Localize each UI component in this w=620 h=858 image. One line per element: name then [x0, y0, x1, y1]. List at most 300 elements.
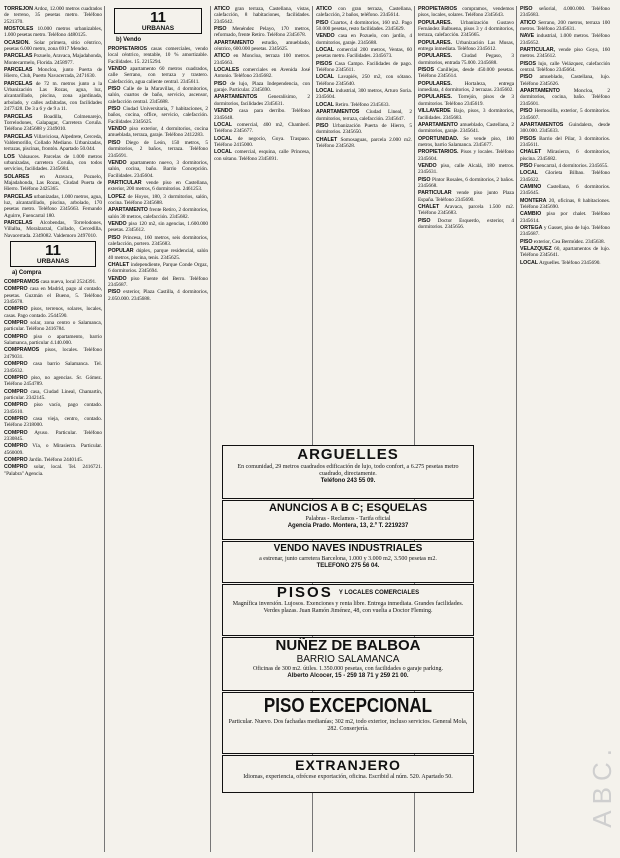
- classified-ad: [316, 33, 412, 46]
- ad-lead: PARTICULAR: [418, 190, 452, 197]
- ad-body: Urbanización Gustavo Fernández Balbuena, pisos 3 y 4 dormitorios, terraza, calefacción. 2345665.: [418, 19, 514, 39]
- box-text: a estrenar, junto carretera Barcelona, 1.000 y 3.000 m2, 3.500 pesetas m2.: [259, 556, 437, 562]
- classified-ad: [214, 136, 310, 149]
- classified-ad: [214, 122, 310, 135]
- classified-ad: [520, 184, 610, 197]
- classified-ad: [520, 163, 610, 169]
- ad-lead: PROPIETARIOS: [108, 46, 148, 52]
- ad-lead: PISO: [520, 108, 533, 115]
- column-rule: [104, 6, 105, 852]
- classified-column-6: [520, 6, 610, 852]
- ad-lead: LOCAL: [214, 149, 232, 156]
- ad-lead: PISO: [108, 106, 121, 113]
- ad-lead: APARTAMENTOS: [316, 109, 360, 116]
- ad-lead: PARCELAS: [4, 113, 33, 120]
- ad-lead: CHALET: [108, 262, 130, 268]
- classified-ad: [316, 109, 412, 122]
- ad-lead: OPORTUNIDAD.: [418, 135, 459, 142]
- classified-ad: [520, 260, 610, 266]
- ad-body: compramos, vendemos pisos, locales, solares. Teléfono 2345643.: [418, 6, 514, 19]
- ad-body: Generalísimo, 2 dormitorios, facilidades 2345631.: [214, 94, 310, 107]
- ad-body: Jardín. Teléfono 2440145.: [28, 456, 84, 463]
- box-agency: Agencia Prado. Montera, 13, 2.º T. 2219237: [287, 523, 409, 529]
- ad-lead: PISO: [520, 74, 533, 81]
- classified-ad: [108, 276, 208, 289]
- ad-lead: TORREJON: [4, 6, 33, 12]
- classified-ad: [520, 136, 610, 149]
- ad-body: y Gasset, piso de lujo. Teléfono 2345687.: [520, 225, 610, 238]
- box-title: NUÑEZ DE BALBOA: [275, 637, 421, 654]
- ad-lead: APARTAMENTO: [520, 88, 560, 95]
- ad-body: casa en Pozuelo, con jardín, 4 dormitorios, garaje. 2345688.: [316, 33, 412, 46]
- classified-ad: [418, 136, 514, 149]
- classified-ad: [108, 221, 208, 234]
- classified-ad: [418, 177, 514, 190]
- ad-lead: LOCAL: [316, 74, 334, 81]
- box-text: Palabras - Reclamos - Tarifa oficial: [305, 516, 391, 522]
- classified-ad: [4, 286, 102, 305]
- ad-lead: CHALET: [418, 203, 440, 210]
- subsection-title: a) Compra: [12, 270, 42, 277]
- box-subtitle: BARRIO SALAMANCA: [296, 654, 400, 665]
- ad-lead: PISOS: [520, 60, 536, 67]
- box-title: VENDO NAVES INDUSTRIALES: [273, 543, 423, 554]
- classified-ad: [108, 235, 208, 248]
- ad-lead: CHALET: [520, 149, 542, 156]
- ad-lead: PISO: [108, 86, 121, 93]
- ad-lead: PISO: [316, 19, 329, 26]
- classified-ad: [418, 190, 514, 203]
- classified-ad: [108, 46, 208, 65]
- ad-lead: VELAZQUEZ: [520, 246, 552, 253]
- ad-body: comercial 200 metros, Ventas, 60 pesetas metro. Facilidades. 2345673.: [316, 47, 412, 60]
- ad-lead: ATICO: [520, 19, 536, 26]
- ad-body: vende piso Goya, 160 metros. 2345612.: [520, 47, 610, 60]
- classified-ad: [108, 140, 208, 159]
- ad-lead: SOLARES: [4, 173, 30, 180]
- ad-lead: COMPRO: [4, 402, 28, 409]
- ad-body: Glorieta Bilbao. Teléfono 2345622.: [520, 170, 610, 183]
- ad-lead: APARTAMENTOS: [520, 121, 564, 128]
- ad-box-naves: [222, 541, 474, 583]
- ad-body: piso exterior, 4 dormitorios, cocina amueblada, terraza, garaje. Teléfono 2412283.: [108, 126, 208, 139]
- classified-ad: [316, 123, 412, 136]
- ad-body: casa nueva, local 2524391.: [40, 279, 97, 286]
- box-subtitle: Y LOCALES COMERCIALES: [338, 590, 420, 597]
- ad-body: casa barrio Salamanca. Tel. 2345632.: [4, 361, 102, 374]
- ad-lead: VENDO: [108, 159, 127, 166]
- box-text: Oficinas de 300 m2. útiles. 1.350.000 pesetas, con facilidades o garaje parking.: [252, 666, 444, 672]
- ad-lead: PISOS: [520, 135, 536, 142]
- ad-body: 20, oficinas, 8 habitaciones. Teléfono 2345690.: [520, 197, 610, 210]
- ad-lead: VENDO: [108, 275, 127, 282]
- section-label: URBANAS: [36, 258, 70, 266]
- classified-ad: [520, 61, 610, 74]
- classified-ad: [4, 134, 102, 153]
- classified-ad: [4, 279, 102, 285]
- box-phone: TELEFONO 275 56 04.: [316, 563, 380, 569]
- ad-lead: PISO: [520, 162, 533, 169]
- ad-body: de Hoyos, 180, 3 dormitorios, salón, cocina. Teléfono 2345688.: [108, 193, 208, 206]
- classified-ad: [108, 180, 208, 193]
- classified-ad: [4, 174, 102, 193]
- ad-lead: APARTAMENTO: [108, 207, 148, 214]
- classified-ad: [214, 6, 310, 25]
- ad-lead: PARCELAS: [4, 53, 33, 60]
- ad-lead: POPULARES.: [418, 94, 452, 101]
- classified-ad: [316, 88, 412, 101]
- classified-ad: [108, 248, 208, 261]
- classified-ad: [4, 81, 102, 113]
- ad-box-extranjero: [222, 755, 474, 793]
- ad-lead: LOCAL: [214, 121, 232, 128]
- classified-ad: [4, 416, 102, 429]
- ad-body: Pozuelo, Aravaca, Majadahonda, Montecarmelo, Florida. 2458977.: [4, 53, 102, 66]
- ad-lead: COMPRAMOS: [4, 279, 40, 286]
- classified-ad: [4, 67, 102, 80]
- classified-ad: [418, 122, 514, 135]
- ad-body: Bajo, pisos, 3 dormitorios, facilidades. 2345683.: [418, 108, 514, 121]
- ad-body: piso, no agencias. Sr. Gómez. Teléfono 2454789.: [4, 374, 102, 388]
- classified-ad: [418, 149, 514, 162]
- ad-lead: COMPRO: [4, 333, 28, 340]
- ad-body: Canillejas, desde 450.000 pesetas. Teléfono 2345614.: [418, 67, 514, 80]
- ad-lead: VENDO: [316, 33, 335, 40]
- ad-lead: LOCAL: [316, 47, 334, 54]
- box-title: ARGUELLES: [297, 446, 399, 463]
- ad-body: en Moncloa, terraza 100 metros. 2345663.: [214, 53, 310, 66]
- ad-lead: COMPRO: [4, 306, 28, 313]
- classified-ad: [214, 108, 310, 121]
- ad-box-arguelles: [222, 445, 474, 499]
- ad-body: vende piso junto Plaza España. Teléfono 2345690.: [418, 190, 514, 203]
- ad-body: lujo, calle Velázquez, calefacción central. Teléfono 2345664.: [520, 60, 610, 74]
- ad-lead: COMPRO: [4, 374, 28, 381]
- ad-body: industrial, 1.000 metros. Teléfono 2345652.: [520, 33, 610, 46]
- box-text: Idiomas, experiencia, ofrécese exportación, oficina. Escribid al núm. 520. Apartado 50.: [243, 774, 453, 780]
- classified-ad: [214, 53, 310, 66]
- ad-body: Lavapiés, 250 m2, con sótano. Teléfono 2345640.: [316, 74, 412, 87]
- ad-lead: NAVE: [520, 33, 535, 40]
- ad-body: comercial, esquina, calle Princesa, con sótano. Teléfono 2345691.: [214, 149, 310, 162]
- classified-ad: [214, 26, 310, 39]
- classified-ad: [418, 94, 514, 107]
- ad-body: Arguelles. Teléfono 2345690.: [538, 259, 601, 266]
- box-title: EXTRANJERO: [295, 757, 401, 773]
- ad-lead: LOCAL: [520, 170, 538, 177]
- classified-ad: [4, 430, 102, 443]
- classified-ad: [520, 88, 610, 107]
- classified-ad: [520, 74, 610, 87]
- ad-lead: PARTICULAR,: [520, 47, 555, 54]
- classified-ad: [316, 20, 412, 33]
- classified-ad: [520, 33, 610, 46]
- classified-ad: [4, 375, 102, 388]
- classified-column-2: [108, 6, 208, 852]
- ads-list: [316, 6, 412, 149]
- newspaper-watermark: ABC.: [587, 743, 617, 828]
- ad-lead: VENDO: [214, 108, 233, 115]
- section-number: 11: [45, 242, 61, 260]
- ad-lead: APARTAMENTOS: [214, 94, 258, 101]
- classified-ad: [316, 61, 412, 74]
- ad-lead: COMPRAMOS: [4, 347, 40, 354]
- ad-body: de 72 m. metros junto a la Urbanización Las Rozas, agua, luz, alcantarillado, piscina, zona ajardinada, arbolado, y calles asfaltadas, con facilidades 2477428. De 3 a 6 y de 9 a 11.: [4, 80, 102, 113]
- classified-ad: [108, 66, 208, 85]
- ad-lead: COMPRO: [4, 361, 28, 368]
- ad-body: urbanizadas, 1.000 metros, agua, luz, alcantarillado, piscina, arbolado, 170 pesetas metro. Teléfono 2345663. Fernando Aguirre, Fuencarral 180.: [4, 193, 102, 219]
- ad-box-nunez-balboa: [222, 637, 474, 691]
- ad-body: piso por chalet. Teléfono 2345614.: [520, 211, 610, 224]
- ad-lead: LOCAL: [316, 88, 334, 95]
- classified-ad: [4, 220, 102, 239]
- ad-box-esquelas: [222, 500, 474, 540]
- classified-ad: [4, 464, 102, 477]
- classified-ad: [316, 47, 412, 60]
- ad-lead: COMPRO: [4, 443, 28, 450]
- ad-lead: MONTERA: [520, 197, 547, 204]
- classified-ad: [418, 204, 514, 217]
- classified-ad: [520, 47, 610, 60]
- ad-body: comercial, 400 m2, Chamberí. Teléfono 2345677.: [214, 121, 310, 135]
- ad-lead: PROPIETARIOS: [418, 6, 458, 12]
- section-header: [114, 8, 202, 34]
- ad-body: piso vacío, pago contado. 2345610.: [4, 402, 102, 415]
- ad-body: 10.000 metros urbanizables, 1.000 pesetas metro. Teléfono 4480125.: [4, 26, 102, 39]
- ad-body: Moncloa, junto Puerta de Hierro, Club, Puerto Navacerrada, 2471630.: [4, 67, 102, 80]
- ad-body: solar, zona centro o Salamanca, particular. Teléfono 2416784.: [4, 320, 102, 333]
- ad-body: en Aravaca, Pozuelo, Majadahonda, Las Rozas, Ciudad Puerta de Hierro. Teléfono 2425365.: [4, 173, 102, 193]
- classified-ad: [108, 289, 208, 302]
- ad-body: Boadilla, Colmenarejo, Torrelodones, Galapagar, Carretera Coruña. Teléfono 2345688 y 2349010.: [4, 113, 102, 133]
- ad-body: Diego de León, 150 metros, 5 dormitorios, 2 baños, terraza. Teléfono 2345691.: [108, 139, 208, 159]
- ad-body: Valsauces. Parcelas de 1.000 metros urbanizadas, carretera Coruña, con todos servicios, facilidades. 2345684.: [4, 153, 102, 173]
- ad-body: vende piso en Castellana, exterior, 200 metros, 6 dormitorios. 2461253.: [108, 179, 208, 193]
- ad-lead: PISOS: [418, 67, 434, 74]
- ad-body: Cuartos, 4 dormitorios, 160 m2. Pago 50.000 pesetas, resto facilidades. 2345629.: [316, 19, 412, 33]
- classified-ad: [214, 94, 310, 107]
- box-phone: Teléfono 243 55 09.: [320, 478, 376, 484]
- box-text: Particular. Nuevo. Dos fachadas medianías; 302 m2, todo exterior, incluso servicios. General Mola, 282. Conserjería.: [228, 719, 468, 732]
- classified-ad: [4, 154, 102, 173]
- classified-ad: [316, 74, 412, 87]
- classified-ad: [418, 108, 514, 121]
- classified-ad: [4, 361, 102, 374]
- ad-body: frente Retiro, 2 dormitorios, salón 30 metros, calefacción. 2345682.: [108, 207, 208, 220]
- classified-ad: [316, 102, 412, 108]
- ad-body: solar, local. Tel. 2416721. "Palabra" Agencia.: [4, 464, 102, 477]
- ad-lead: PISO: [214, 26, 227, 33]
- classified-ad: [418, 53, 514, 66]
- classified-ad: [108, 262, 208, 275]
- box-title: ANUNCIOS A B C; ESQUELAS: [268, 502, 428, 514]
- ad-body: Solar primera, sitio céntrico, pesetas 6.000 metro, zona 6917 Mendez.: [4, 39, 102, 53]
- classified-ad: [418, 20, 514, 39]
- ad-lead: VENDO: [418, 162, 437, 169]
- ad-lead: POPULARES.: [418, 53, 452, 60]
- ad-lead: PISO: [520, 238, 533, 245]
- ad-lead: PISOS: [316, 60, 332, 67]
- ad-body: Calle de la Maravillas, 4 dormitorios, salón, cuartos de baño, servicio, ascensor, calefacción central. 2345688.: [108, 86, 208, 105]
- ad-lead: ATICO: [214, 53, 230, 60]
- ad-body: Urbanización Puerta de Hierro, 5 dormitorios. 2345650.: [316, 122, 412, 136]
- ad-body: piso Fuente del Berro. Teléfono 2345687.: [108, 275, 208, 289]
- classified-ad: [108, 126, 208, 139]
- classified-ad: [4, 334, 102, 347]
- classified-ad: [520, 170, 610, 183]
- classified-ad: [418, 81, 514, 94]
- ad-lead: PARCELAS: [4, 133, 33, 140]
- classified-ad: [520, 239, 610, 245]
- ad-lead: PARTICULAR: [108, 179, 142, 186]
- ad-box-piso-excepcional: [222, 692, 474, 754]
- ad-lead: PARCELAS: [4, 220, 33, 226]
- ad-body: Ayuso. Particular. Teléfono 2330845.: [4, 429, 102, 442]
- ad-body: Serrano, 200 metros, terraza 100 metros. Teléfono 2345631.: [520, 19, 610, 33]
- column-rule: [516, 6, 517, 852]
- ad-body: Doctor Esquerdo, exterior, 4 dormitorios. 2345656.: [418, 217, 514, 230]
- box-text: En comunidad, 29 metros cuadrados edificación de lujo, todo confort, a 6.275 pesetas metro cuadrado, directamente.: [237, 464, 459, 477]
- classified-ad: [520, 149, 610, 162]
- ad-body: Se vende piso, 180 metros, barrio Salamanca. 2345677.: [418, 135, 514, 148]
- column-rule: [210, 6, 211, 852]
- ad-lead: PISO: [316, 122, 329, 129]
- ad-lead: COMPRO: [4, 388, 28, 395]
- ad-lead: COMPRO: [4, 464, 28, 471]
- classified-ad: [418, 6, 514, 19]
- ad-body: Casa Campo. Facilidades de pago. Teléfono 2345611.: [316, 60, 412, 74]
- ad-lead: PISO: [418, 176, 431, 183]
- classified-ad: [520, 122, 610, 135]
- classified-column-4: [316, 6, 412, 446]
- classified-ad: [316, 137, 412, 150]
- ads-list: [418, 6, 514, 230]
- ads-list: [4, 6, 102, 239]
- ad-body: Ardoz, 12.000 metros cuadrados de terreno, 35 pesetas metro. Teléfono 2521370.: [4, 6, 102, 25]
- ad-body: Alcobendas, Torrelodones, Villalba, Moralzarzal, Collado, Cercedilla, Navacerrada. 2349082. Valdemoro 2497010.: [4, 220, 102, 239]
- ad-box-pisos: [222, 584, 474, 636]
- classified-ad: [108, 86, 208, 105]
- ad-lead: LOCALES: [214, 67, 239, 74]
- ad-lead: PISO: [418, 217, 431, 224]
- ad-lead: ATICO: [214, 6, 230, 12]
- ad-body: apartamento nuevo, 3 dormitorios, salón, cocina, baño. Barrio Concepción. Facilidades. 2345604.: [108, 159, 208, 179]
- classified-ad: [418, 40, 514, 53]
- ad-lead: LOCAL: [520, 259, 538, 266]
- classified-ad: [418, 218, 514, 231]
- ads-list: [520, 6, 610, 266]
- ad-body: Retiro. Teléfono 2345633.: [335, 101, 390, 108]
- classified-ad: [316, 6, 412, 19]
- classified-ad: [520, 108, 610, 121]
- box-title: PISO EXCEPCIONAL: [263, 695, 433, 717]
- classified-ad: [520, 246, 610, 259]
- ad-lead: COMPRO: [4, 320, 28, 327]
- classified-ad: [108, 106, 208, 125]
- ads-list: [108, 46, 208, 302]
- ad-lead: POPULARES.: [418, 39, 452, 46]
- ad-lead: ORTEGA: [520, 225, 543, 231]
- ad-body: exterior, Plaza Castilla, 4 dormitorios, 2.050.000. 2345688.: [108, 289, 208, 302]
- ads-list: [214, 6, 310, 162]
- classified-ad: [214, 40, 310, 53]
- ad-lead: COMPRO: [4, 429, 28, 436]
- ad-body: casa, Ciudad Lineal, Chamartín, particular. 2342145.: [4, 388, 102, 401]
- classified-ad: [520, 20, 610, 33]
- classified-ad: [520, 211, 610, 224]
- ad-lead: POPULAR: [108, 248, 134, 255]
- ad-lead: PISO: [108, 234, 121, 241]
- ad-body: amueblado, Castellana, 2 dormitorios, garaje. 2345641.: [418, 121, 514, 135]
- classified-ad: [4, 347, 102, 360]
- ad-body: Urbanización Las Musas, entrega inmediata. Teléfono 2345612.: [418, 39, 514, 53]
- ad-body: Vía, o Mirasierra. Particular. 4560009.: [4, 443, 102, 456]
- box-text: Magnífica inversión. Lujosos. Exenciones y renta libre. Entrega inmediata. Grandes facilidades. Verdes plazas. Juan Ramón Jiménez, 48, con vuelta a Doctor Fleming.: [232, 601, 464, 615]
- classified-ad: [4, 306, 102, 319]
- ad-body: con gran terraza, Castellana, calefacción, 2 baños, teléfono. 2345614.: [316, 6, 412, 19]
- ad-lead: COMPRO: [4, 286, 28, 293]
- classified-ad: [4, 389, 102, 402]
- classified-ad: [4, 194, 102, 219]
- classified-ad: [418, 163, 514, 176]
- classified-ad: [4, 26, 102, 39]
- ad-body: 60, apartamentos de lujo. Teléfono 2345641.: [520, 246, 610, 259]
- classified-ad: [4, 443, 102, 456]
- ad-body: Villaviciosa, Alpedrete, Cerceda, Valdemorillo, Collado Mediano. Urbanizadas, terrazas, piscinas, frontón. Apartado 50.044.: [4, 133, 102, 153]
- ad-lead: COMPRO: [4, 456, 28, 463]
- ad-body: industrial, 300 metros, Arturo Soria. 2345604.: [316, 88, 412, 101]
- ad-body: casa en Madrid, pago al contado, pesetas. Guzmán el Bueno, 5. Teléfono 2345678.: [4, 286, 102, 306]
- box-title: [223, 585, 473, 601]
- ad-body: Hortaleza, entrega inmediata, 4 dormitorios, 2 terrazas. 2345602.: [418, 80, 514, 94]
- section-header: [10, 241, 96, 267]
- classified-ad: [520, 198, 610, 211]
- classified-ad: [418, 67, 514, 80]
- ad-body: Ciudad Universitaria, 7 habitaciones, 2 baños, cocina, office, servicio, calefacción. Facilidades 2345625.: [108, 106, 208, 125]
- ad-lead: MOSTOLES: [4, 26, 34, 33]
- classified-ad: [214, 67, 310, 80]
- ad-body: estudio, amueblado, céntrico, 600.000 pesetas. 2345625.: [214, 39, 310, 53]
- ad-lead: VENDO: [108, 126, 127, 133]
- classified-ad: [4, 40, 102, 53]
- classified-ad: [4, 320, 102, 333]
- section-label: URBANAS: [141, 25, 175, 32]
- ad-body: piso o apartamento, barrio Salamanca, particular 4.140.000.: [4, 333, 102, 347]
- ad-body: Castellana, 6 dormitorios. 2345645.: [520, 183, 610, 197]
- ad-lead: PARCELAS: [4, 80, 33, 87]
- ad-lead: ATICO: [316, 6, 332, 12]
- ad-body: de lujo, Plaza Independencia, con garaje. Particular. 2345690.: [214, 80, 310, 94]
- ad-body: Princesa, 160 metros, seis dormitorios, calefacción, portero. 2345683.: [108, 234, 208, 247]
- ad-body: Aravaca, parcela 1.500 m2. Teléfono 2345683.: [418, 203, 514, 217]
- box-phone: Alberto Alcocer, 15 - 259 18 71 y 259 21 00.: [287, 673, 409, 679]
- section-number: 11: [150, 9, 166, 26]
- ad-body: Ciudad Pegaso, 3 dormitorios, entrada 75.000. 2345688.: [418, 53, 514, 66]
- ad-body: comerciales en Avenida José Antonio. Teléfono 2345682.: [214, 67, 310, 80]
- ad-body: Pintor Rosales, 6 dormitorios, 2 baños. 2345668.: [418, 176, 514, 189]
- ad-lead: VENDO: [108, 220, 127, 227]
- classified-column-1: [4, 6, 102, 852]
- ad-body: gran terraza, Castellana, vistas, calefacción, 8 habitaciones, facilidades. 2345642.: [214, 6, 310, 25]
- ad-body: Moncloa, 2 dormitorios, cocina, baño. Teléfono 2345601.: [520, 88, 610, 107]
- ad-lead: COMPRO: [4, 415, 28, 422]
- ad-lead: PISO: [108, 289, 121, 296]
- ad-body: independiente, Parque Conde Orgaz, 6 dormitorios. 2345694.: [108, 262, 208, 275]
- classified-ad: [4, 53, 102, 66]
- ad-body: dúplex, parque residencial, salón 40 metros, piscina, tenis. 2345625.: [108, 248, 208, 261]
- ad-body: apartamento 60 metros cuadrados, calle Serrano, con terraza y trastero. Calefacción, agua caliente central. 2345611.: [108, 66, 208, 85]
- ad-lead: CHALET: [316, 136, 338, 143]
